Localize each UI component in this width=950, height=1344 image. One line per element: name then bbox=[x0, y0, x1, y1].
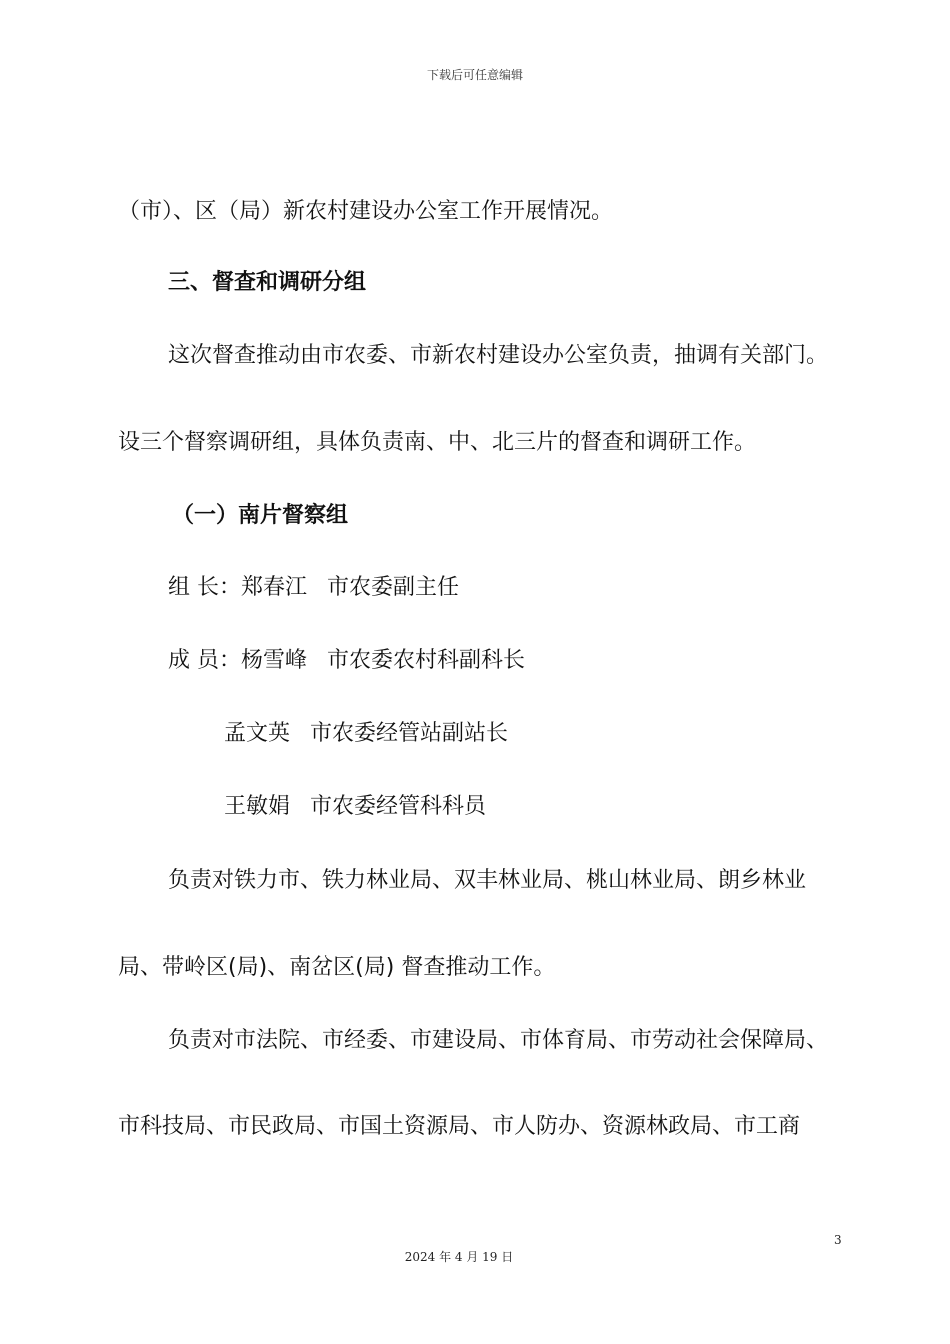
member-title: 市农委经管科科员 bbox=[310, 794, 487, 819]
member-name: 成 员：杨雪峰 bbox=[168, 648, 307, 673]
paragraph-3-line-2: 市科技局、市民政局、市国土资源局、市人防办、资源林政局、市工商 bbox=[118, 1114, 801, 1139]
member-line-3 bbox=[224, 792, 486, 822]
member-line-2 bbox=[224, 719, 508, 749]
leader-title: 市农委副主任 bbox=[327, 575, 460, 600]
member-title: 市农委经管站副站长 bbox=[310, 721, 509, 746]
member-title: 市农委农村科副科长 bbox=[327, 648, 526, 673]
section-heading: 三、督查和调研分组 bbox=[168, 270, 367, 295]
leader-name: 组 长：郑春江 bbox=[168, 575, 307, 600]
paragraph-3-line-1: 负责对市法院、市经委、市建设局、市体育局、市劳动社会保障局、 bbox=[168, 1028, 829, 1053]
page-number: 3 bbox=[834, 1233, 842, 1247]
paragraph-2-line-1: 负责对铁力市、铁力林业局、双丰林业局、桃山林业局、朗乡林业 bbox=[168, 868, 807, 893]
leader-line bbox=[168, 573, 459, 603]
member-line-1 bbox=[168, 646, 525, 676]
member-name: 王敏娟 bbox=[224, 794, 291, 819]
page-footer-date: 2024 年 4 月 19 日 bbox=[404, 1250, 514, 1264]
member-name: 孟文英 bbox=[224, 721, 291, 746]
subheading: （一）南片督察组 bbox=[172, 503, 349, 528]
paragraph-2-line-2: 局、带岭区(局)、南岔区(局) 督查推动工作。 bbox=[118, 955, 556, 980]
body-line-1: （市）、区（局）新农村建设办公室工作开展情况。 bbox=[118, 199, 614, 224]
page-header: 下载后可任意编辑 bbox=[426, 68, 523, 82]
paragraph-1-line-2: 设三个督察调研组，具体负责南、中、北三片的督查和调研工作。 bbox=[118, 430, 757, 455]
paragraph-1-line-1: 这次督查推动由市农委、市新农村建设办公室负责，抽调有关部门。 bbox=[168, 343, 829, 368]
